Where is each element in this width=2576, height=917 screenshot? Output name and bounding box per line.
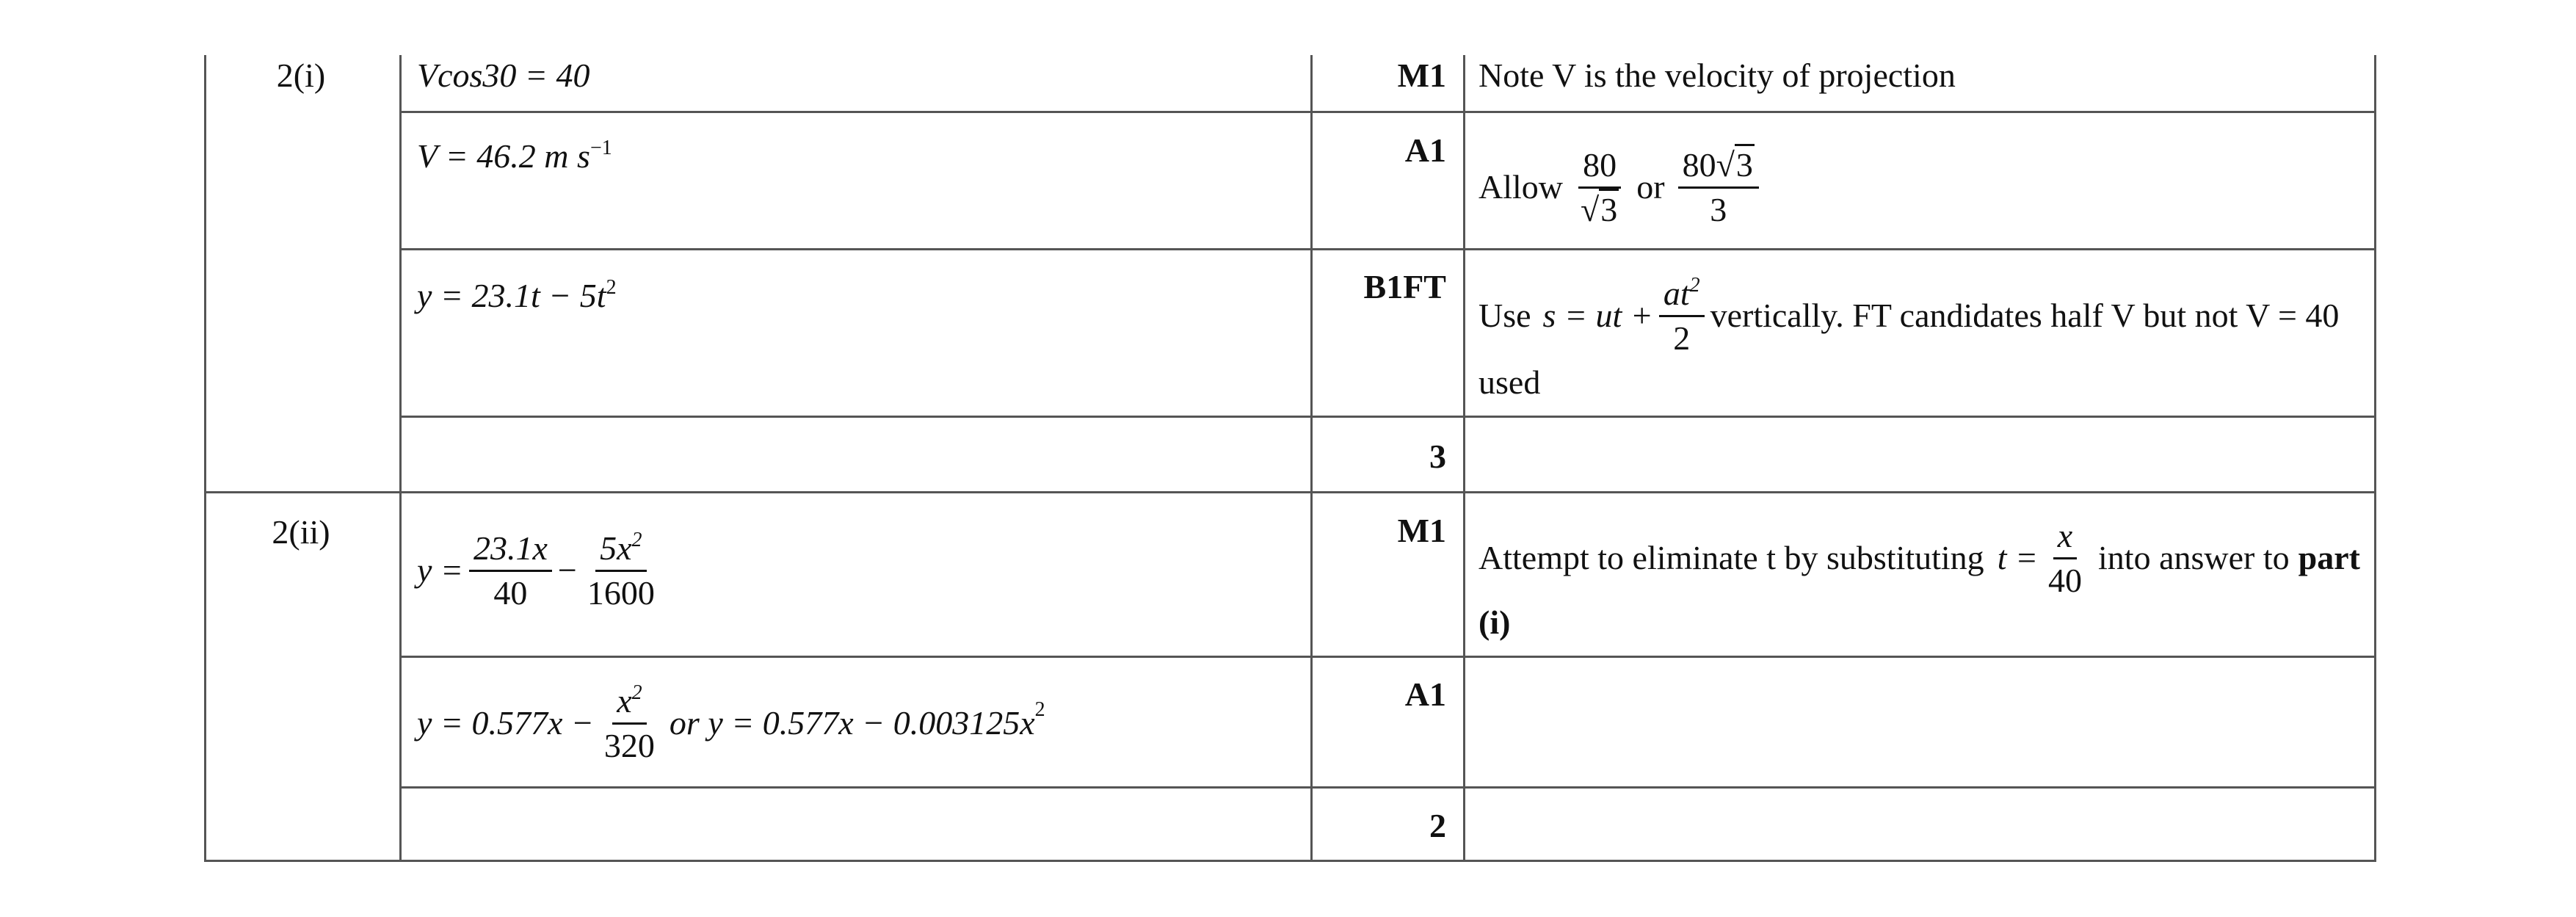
subtotal-mark: 2: [1429, 807, 1446, 844]
guidance-cell: [1479, 272, 2339, 360]
fraction-numerator: x: [2053, 519, 2077, 559]
exponent: 2: [1689, 273, 1700, 297]
mark-cell: M1: [1397, 57, 1446, 94]
equation: t =: [1997, 538, 2039, 576]
guidance-text: Use: [1479, 296, 1531, 334]
answer-cell: [417, 278, 617, 315]
guidance-cell: Note V is the velocity of projection: [1479, 57, 1956, 94]
fraction-denominator: [1576, 189, 1623, 227]
radicand: 3: [1735, 144, 1755, 184]
fraction: [583, 528, 659, 612]
answer-text: or y = 0.577x − 0.003125x: [669, 703, 1035, 742]
fraction-denominator: 1600: [587, 573, 655, 612]
table-border-right: [2374, 55, 2376, 862]
coefficient: 80: [1682, 145, 1716, 184]
guidance-text: Attempt to eliminate t by substituting: [1479, 538, 1984, 576]
mark-cell: A1: [1404, 675, 1446, 713]
fraction-numerator: [1659, 273, 1705, 317]
answer-cell: [417, 138, 612, 175]
column-divider-mark: [1463, 55, 1465, 862]
guidance-text: or: [1636, 167, 1665, 206]
minus-sign: −: [557, 551, 577, 589]
fraction-denominator: 3: [1710, 190, 1727, 228]
mark-cell: A1: [1404, 131, 1446, 169]
answer-text: y = 23.1t − 5t: [417, 277, 606, 314]
fraction-denominator: 40: [493, 573, 528, 612]
fraction-numerator: [1678, 145, 1759, 189]
column-divider-question: [399, 55, 402, 862]
fraction: [1659, 273, 1705, 357]
answer-cell: y = 0.577x − $\frac{x^2}{320}$ or y = 0.577x − 0.003125x $^2$: [417, 681, 1045, 764]
mark-cell: B1FT: [1363, 268, 1446, 305]
table-border-left: [204, 492, 206, 862]
equation: s = ut +: [1542, 296, 1653, 334]
answer-text: y =: [417, 551, 463, 589]
radical-sign: √: [1716, 145, 1735, 184]
table-border-bottom: [204, 860, 2376, 862]
fraction: [1678, 145, 1759, 228]
exponent: 2: [631, 681, 642, 704]
exponent: −1: [589, 137, 612, 159]
table-border-left-upper: [204, 55, 206, 493]
fraction: [469, 529, 552, 612]
fraction-denominator: 40: [2048, 561, 2083, 599]
guidance-cell: [1479, 514, 2360, 602]
fraction-numerator: [612, 681, 646, 725]
numerator-text: x: [617, 681, 632, 720]
answer-cell: [417, 515, 665, 626]
guidance-cell: [1479, 136, 1765, 239]
answer-cell: [417, 57, 589, 95]
fraction-denominator: 320: [603, 726, 655, 764]
guidance-bold-text: (i): [1479, 604, 1511, 641]
answer-text: Vcos30 = 40: [417, 57, 590, 94]
guidance-text-continued: used: [1479, 363, 1541, 401]
column-divider-answer: [1310, 55, 1313, 862]
fraction-numerator: [595, 528, 646, 572]
fraction-numerator: 23.1x: [469, 532, 552, 572]
row-divider: [399, 656, 2376, 658]
fraction-denominator: 2: [1673, 319, 1691, 357]
fraction: [1576, 145, 1623, 228]
exponent: 2: [631, 528, 642, 551]
radical-sign: √: [1581, 190, 1600, 228]
numerator-text: at: [1663, 274, 1690, 312]
guidance-bold-text: part: [2298, 538, 2360, 576]
answer-text: V = 46.2 m s: [417, 137, 590, 175]
answer-text: y = 0.577x −: [417, 703, 594, 742]
question-number: 2(ii): [272, 513, 330, 551]
subtotal-mark: 3: [1429, 438, 1446, 475]
fraction: [2044, 516, 2086, 599]
exponent: 2: [606, 276, 617, 299]
guidance-text: into answer to: [2098, 538, 2290, 576]
row-divider: [399, 416, 2376, 418]
question-number: 2(i): [276, 57, 326, 94]
section-divider: [204, 491, 2376, 493]
fraction: [600, 681, 659, 764]
row-divider: [399, 248, 2376, 250]
guidance-text: vertically. FT candidates half V but not V = 40: [1710, 296, 2340, 334]
radicand: 3: [1599, 189, 1619, 228]
row-divider: [399, 111, 2376, 113]
guidance-text: Allow: [1479, 167, 1563, 206]
mark-cell: M1: [1397, 512, 1446, 549]
numerator-text: 5x: [600, 529, 632, 567]
row-divider: [399, 786, 2376, 789]
fraction-numerator: 80: [1578, 148, 1621, 189]
